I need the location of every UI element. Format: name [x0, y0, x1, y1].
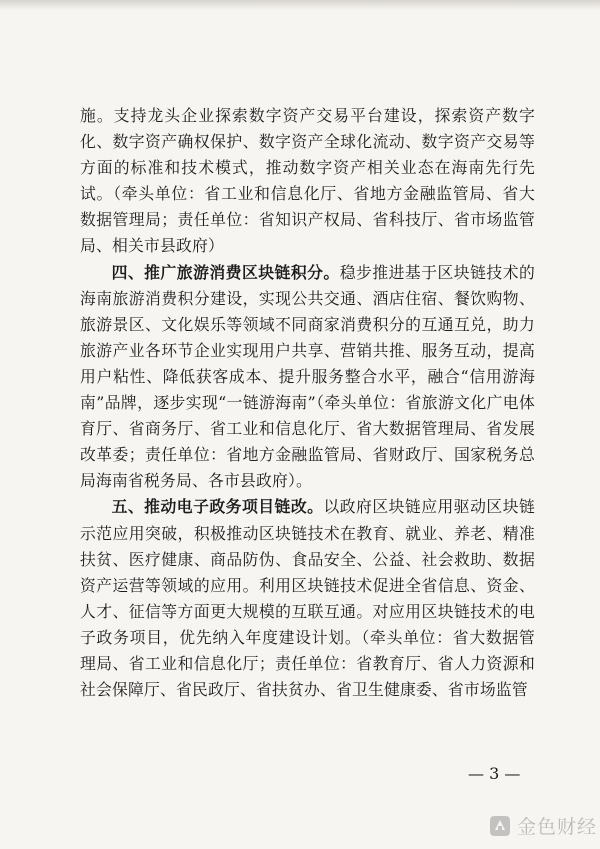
paragraph-1-text: 施。支持龙头企业探索数字资产交易平台建设，探索资产数字化、数字资产确权保护、数字资产全球化流动、数字资产交易等方面的标准和技术模式，推动数字资产相关业态在海南先行先试。（牵头单位：省工业和信息化厅、省地方金融监管局、省大数据管理局；责任单位：省知识产权局、省科技厅、省市场监管局、相关市县政府） [80, 106, 535, 256]
paragraph-1 [80, 103, 535, 260]
watermark-text: 金色财经 [517, 816, 598, 838]
scan-edge [0, 0, 600, 10]
jinse-logo-icon [488, 814, 512, 838]
section-heading-5: 五、推动电子政务项目链改。 [111, 497, 324, 517]
document-body [80, 103, 535, 703]
paragraph-2-text: 稳步推进基于区块链技术的海南旅游消费积分建设，实现公共交通、酒店住宿、餐饮购物、旅游景区、文化娱乐等领域不同商家消费积分的互通互兑，助力旅游产业各环节企业实现用户共享、营销共推、服务互动，提高用户粘性、降低获客成本、提升服务整合水平，融合“信用游海南”品牌，逐步实现“一链游海南”（牵头单位：省旅游文化广电体育厅、省商务厅、省工业和信息化厅、省大数据管理局、省发展改革委；责任单位：省地方金融监管局、省财政厅、国家税务总局海南省税务局、各市县政府）。 [80, 262, 535, 491]
paragraph-3-text: 以政府区块链应用驱动区块链示范应用突破，积极推动区块链技术在教育、就业、养老、精准扶贫、医疗健康、商品防伪、食品安全、公益、社会救助、数据资产运营等领域的应用。利用区块链技术促进全省信息、资金、人才、征信等方面更大规模的互联互通。对应用区块链技术的电子政务项目，优先纳入年度建设计划。（牵头单位：省大数据管理局、省工业和信息化厅；责任单位：省教育厅、省人力资源和社会保障厅、省民政厅、省扶贫办、省卫生健康委、省市场监管 [80, 497, 535, 700]
watermark [488, 812, 597, 839]
page-number: — 3 — [468, 764, 521, 783]
section-heading-4: 四、推广旅游消费区块链积分。 [111, 262, 340, 282]
paragraph-2 [80, 260, 535, 495]
paragraph-3 [80, 494, 535, 703]
